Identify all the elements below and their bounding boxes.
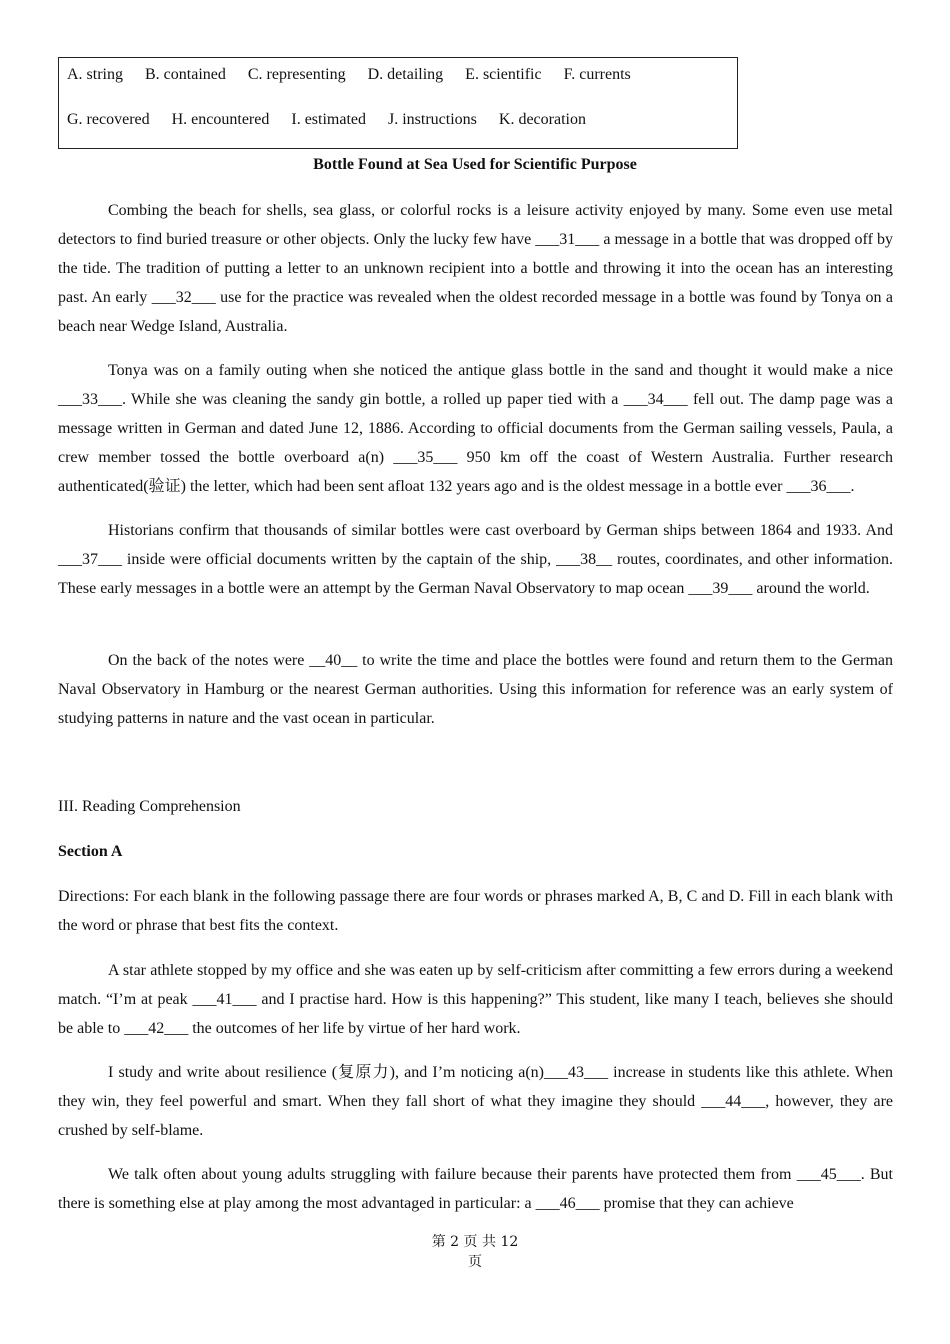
passage-paragraph-2: Tonya was on a family outing when she noticed the antique glass bottle in the sand and thought it would make a nice ___33___. While she was cleaning the sandy gin bottle, a rolled up paper tied with a ___34___ fell out. The damp page was a message written in German and dated June 12, 1886. According to official documents from the German sailing vessels, Paula, a crew member tossed the bottle overboard a(n) ___35___ 950 km off the coast of Western Australia. Further research authenticated(验证) the letter, which had been sent afloat 132 years ago and is the oldest message in a bottle ever ___36___.: [58, 362, 893, 495]
passage-paragraph-1: Combing the beach for shells, sea glass, or colorful rocks is a leisure activity enjoyed by many. Some even use metal detectors to find buried treasure or other objects. Only the lucky few have ___31___ a message in a bottle that was dropped off by the tide. The tradition of putting a letter to an unknown recipient into a bottle and throwing it into the ocean has an interesting past. An early ___32___ use for the practice was revealed when the oldest recorded message in a bottle was found by Tonya on a beach near Wedge Island, Australia.: [58, 202, 893, 335]
section-label: Section A: [58, 843, 123, 860]
directions-text: Directions: For each blank in the following passage there are four words or phrases marked A, B, C and D. Fill in each blank with the word or phrase that best fits the context.: [58, 888, 893, 934]
option-h: H. encountered: [171, 111, 270, 128]
passage-paragraph-4: On the back of the notes were __40__ to write the time and place the bottles were found and return them to the German Naval Observatory in Hamburg or the nearest German authorities. Using this information for reference was an early system of studying patterns in nature and the vast ocean in particular.: [58, 652, 893, 727]
option-j: J. instructions: [388, 111, 477, 128]
section-heading: III. Reading Comprehension: [58, 798, 241, 815]
passage-paragraph-3: Historians confirm that thousands of similar bottles were cast overboard by German ships between 1864 and 1933. And ___37___ inside were official documents written by the captain of the ship, ___38__ routes, coordinates, and other information. These early messages in a bottle were an attempt by the German Naval Observatory to map ocean ___39___ around the world.: [58, 522, 893, 597]
option-f: F. currents: [563, 66, 631, 83]
option-b: B. contained: [145, 66, 226, 83]
word-bank-box: [58, 57, 738, 149]
word-bank-row-2: [67, 111, 608, 133]
word-bank-row-1: [67, 66, 653, 88]
option-c: C. representing: [247, 66, 346, 83]
option-g: G. recovered: [67, 111, 150, 128]
page-number-line-1: 第 2 页 共 12: [431, 1234, 519, 1250]
passage-title: Bottle Found at Sea Used for Scientific Purpose: [313, 156, 637, 173]
option-i: I. estimated: [291, 111, 366, 128]
option-a: A. string: [67, 66, 123, 83]
page-footer: [0, 1232, 950, 1272]
option-e: E. scientific: [465, 66, 542, 83]
passage2-paragraph-2: I study and write about resilience (复原力), and I’m noticing a(n)___43___ increase in students like this athlete. When they win, they feel powerful and smart. When they fall short of what they imagine they should ___44___, however, they are crushed by self-blame.: [58, 1064, 893, 1139]
page-number-line-2: 页: [468, 1254, 482, 1270]
passage2-paragraph-3: We talk often about young adults struggling with failure because their parents have protected them from ___45___. But there is something else at play among the most advantaged in particular: a ___46___ promise that they can achieve: [58, 1166, 893, 1212]
passage2-paragraph-1: A star athlete stopped by my office and she was eaten up by self-criticism after committing a few errors during a weekend match. “I’m at peak ___41___ and I practise hard. How is this happening?” This student, like many I teach, believes she should be able to ___42___ the outcomes of her life by virtue of her hard work.: [58, 962, 893, 1037]
option-d: D. detailing: [367, 66, 444, 83]
option-k: K. decoration: [498, 111, 586, 128]
